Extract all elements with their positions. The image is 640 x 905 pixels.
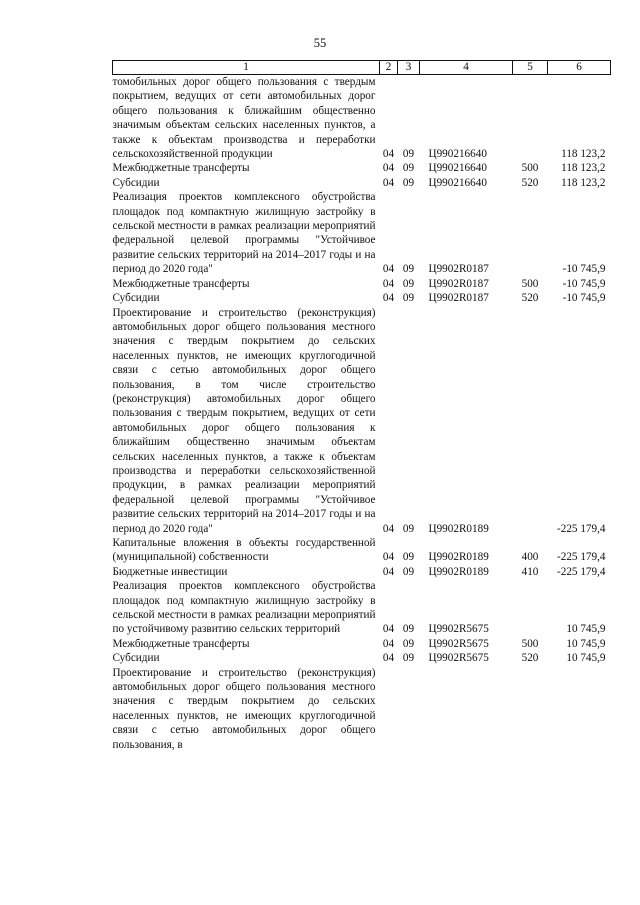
table-row <box>113 579 611 637</box>
amount: 118 123,2 <box>561 162 606 175</box>
table-row <box>113 637 611 651</box>
subsection-code: 09 <box>402 623 415 636</box>
section-code: 04 <box>382 176 395 189</box>
subsection-code: 09 <box>402 292 415 305</box>
target-article-code: Ц9902R5675 <box>428 623 489 636</box>
row-description: Реализация проектов комплексного обустройства площадок под компактную жилищную застройку в сельской местности в рамках реализации мероприятий по устойчивому развитию сельских территорий <box>112 580 376 636</box>
section-code: 04 <box>382 623 395 636</box>
expense-type-code: 500 <box>521 277 539 290</box>
amount: -10 745,9 <box>562 277 606 290</box>
table-row <box>113 190 611 276</box>
row-description: Межбюджетные трансферты <box>112 637 250 650</box>
row-description: Межбюджетные трансферты <box>112 277 250 290</box>
table-row <box>113 176 611 190</box>
section-code: 04 <box>382 637 395 650</box>
target-article-code: Ц990216640 <box>428 148 487 161</box>
expense-type-code: 400 <box>521 551 539 564</box>
subsection-code: 09 <box>402 551 415 564</box>
subsection-code: 09 <box>402 652 415 665</box>
table-row <box>113 161 611 175</box>
expense-type-code: 520 <box>521 292 539 305</box>
header-col-2: 2 <box>380 61 398 75</box>
header-row <box>113 61 611 75</box>
table-row <box>113 565 611 579</box>
expense-type-code <box>513 75 548 162</box>
row-description: Проектирование и строительство (реконструкция) автомобильных дорог общего пользования местного значения с твердым покрытием до сельских населенных пунктов, не имеющих круглогодичной связи с сетью автомобильных дорог общего пользования, в <box>112 666 376 751</box>
row-description: Субсидии <box>112 176 160 189</box>
expense-type-code <box>513 579 548 637</box>
amount: 118 123,2 <box>561 148 606 161</box>
page-number: 55 <box>313 36 327 50</box>
target-article-code: Ц9902R5675 <box>428 637 489 650</box>
target-article-code: Ц9902R5675 <box>428 652 489 665</box>
row-description: Субсидии <box>112 652 160 665</box>
header-col-4: 4 <box>420 61 513 75</box>
target-article-code: Ц990216640 <box>428 176 487 189</box>
budget-table <box>112 60 611 752</box>
expense-type-code: 500 <box>521 637 539 650</box>
section-code: 04 <box>382 263 395 276</box>
subsection-code: 09 <box>402 565 415 578</box>
section-code: 04 <box>382 652 395 665</box>
amount: -10 745,9 <box>562 292 606 305</box>
row-description: Реализация проектов комплексного обустройства площадок под компактную жилищную застройку в сельской местности в рамках реализации мероприятий федеральной целевой программы "Устойчивое развитие сельских территорий на 2014–2017 годы и на период до 2020 года" <box>112 191 376 276</box>
section-code <box>380 666 398 752</box>
target-article-code <box>420 666 513 752</box>
row-description: Капитальные вложения в объекты государственной (муниципальной) собственности <box>112 537 376 564</box>
section-code: 04 <box>382 148 395 161</box>
subsection-code: 09 <box>402 637 415 650</box>
target-article-code: Ц9902R0187 <box>428 292 489 305</box>
row-description: Субсидии <box>112 292 160 305</box>
subsection-code: 09 <box>402 176 415 189</box>
expense-type-code <box>513 306 548 537</box>
subsection-code: 09 <box>402 263 415 276</box>
section-code: 04 <box>382 162 395 175</box>
subsection-code: 09 <box>402 162 415 175</box>
expense-type-code <box>513 666 548 752</box>
amount: -225 179,4 <box>557 565 606 578</box>
table-row <box>113 277 611 291</box>
expense-type-code: 500 <box>521 162 539 175</box>
expense-type-code: 520 <box>521 652 539 665</box>
target-article-code: Ц9902R0187 <box>428 263 489 276</box>
subsection-code <box>398 666 420 752</box>
table-row <box>113 651 611 665</box>
table-row <box>113 291 611 305</box>
section-code: 04 <box>382 292 395 305</box>
header-col-5: 5 <box>513 61 548 75</box>
amount: 10 745,9 <box>566 623 606 636</box>
expense-type-code: 520 <box>521 176 539 189</box>
subsection-code: 09 <box>402 148 415 161</box>
row-description: Межбюджетные трансферты <box>112 162 250 175</box>
amount: 10 745,9 <box>566 652 606 665</box>
header-col-6: 6 <box>548 61 611 75</box>
amount: -225 179,4 <box>557 522 606 535</box>
table-row <box>113 75 611 162</box>
target-article-code: Ц990216640 <box>428 162 487 175</box>
amount <box>548 666 611 752</box>
subsection-code: 09 <box>402 522 415 535</box>
section-code: 04 <box>382 551 395 564</box>
expense-type-code: 410 <box>521 565 539 578</box>
header-col-3: 3 <box>398 61 420 75</box>
target-article-code: Ц9902R0189 <box>428 522 489 535</box>
target-article-code: Ц9902R0187 <box>428 277 489 290</box>
amount: 10 745,9 <box>566 637 606 650</box>
row-description: Проектирование и строительство (реконструкция) автомобильных дорог общего пользования местного значения с твердым покрытием до сельских населенных пунктов, не имеющих круглогодичной связи с сетью автомобильных дорог общего пользования, в том числе строительство (реконструкция) автомобильных дорог общего пользования с твердым покрытием, ведущих от сети автомобильных дорог общего пользования к ближайшим общественно значимым объектам сельских населенных пунктов, а также к объектам производства и переработки сельскохозяйственной продукции, в рамках реализации мероприятий федеральной целевой программы "Устойчивое развитие сельских территорий на 2014–2017 годы и на период до 2020 года" <box>112 306 376 535</box>
section-code: 04 <box>382 565 395 578</box>
amount: -225 179,4 <box>557 551 606 564</box>
table-row <box>113 536 611 565</box>
subsection-code: 09 <box>402 277 415 290</box>
expense-type-code <box>513 190 548 276</box>
target-article-code: Ц9902R0189 <box>428 565 489 578</box>
amount: -10 745,9 <box>562 263 606 276</box>
row-description: томобильных дорог общего пользования с твердым покрытием, ведущих от сети автомобильных дорог общего пользования к ближайшим общественно значимым объектам сельских населенных пунктов, а также к объектам производства и переработки сельскохозяйственной продукции <box>112 76 376 161</box>
table-row <box>113 666 611 752</box>
section-code: 04 <box>382 277 395 290</box>
target-article-code: Ц9902R0189 <box>428 551 489 564</box>
amount: 118 123,2 <box>561 176 606 189</box>
table-row <box>113 306 611 537</box>
header-col-1: 1 <box>113 61 380 75</box>
row-description: Бюджетные инвестиции <box>112 565 228 578</box>
section-code: 04 <box>382 522 395 535</box>
